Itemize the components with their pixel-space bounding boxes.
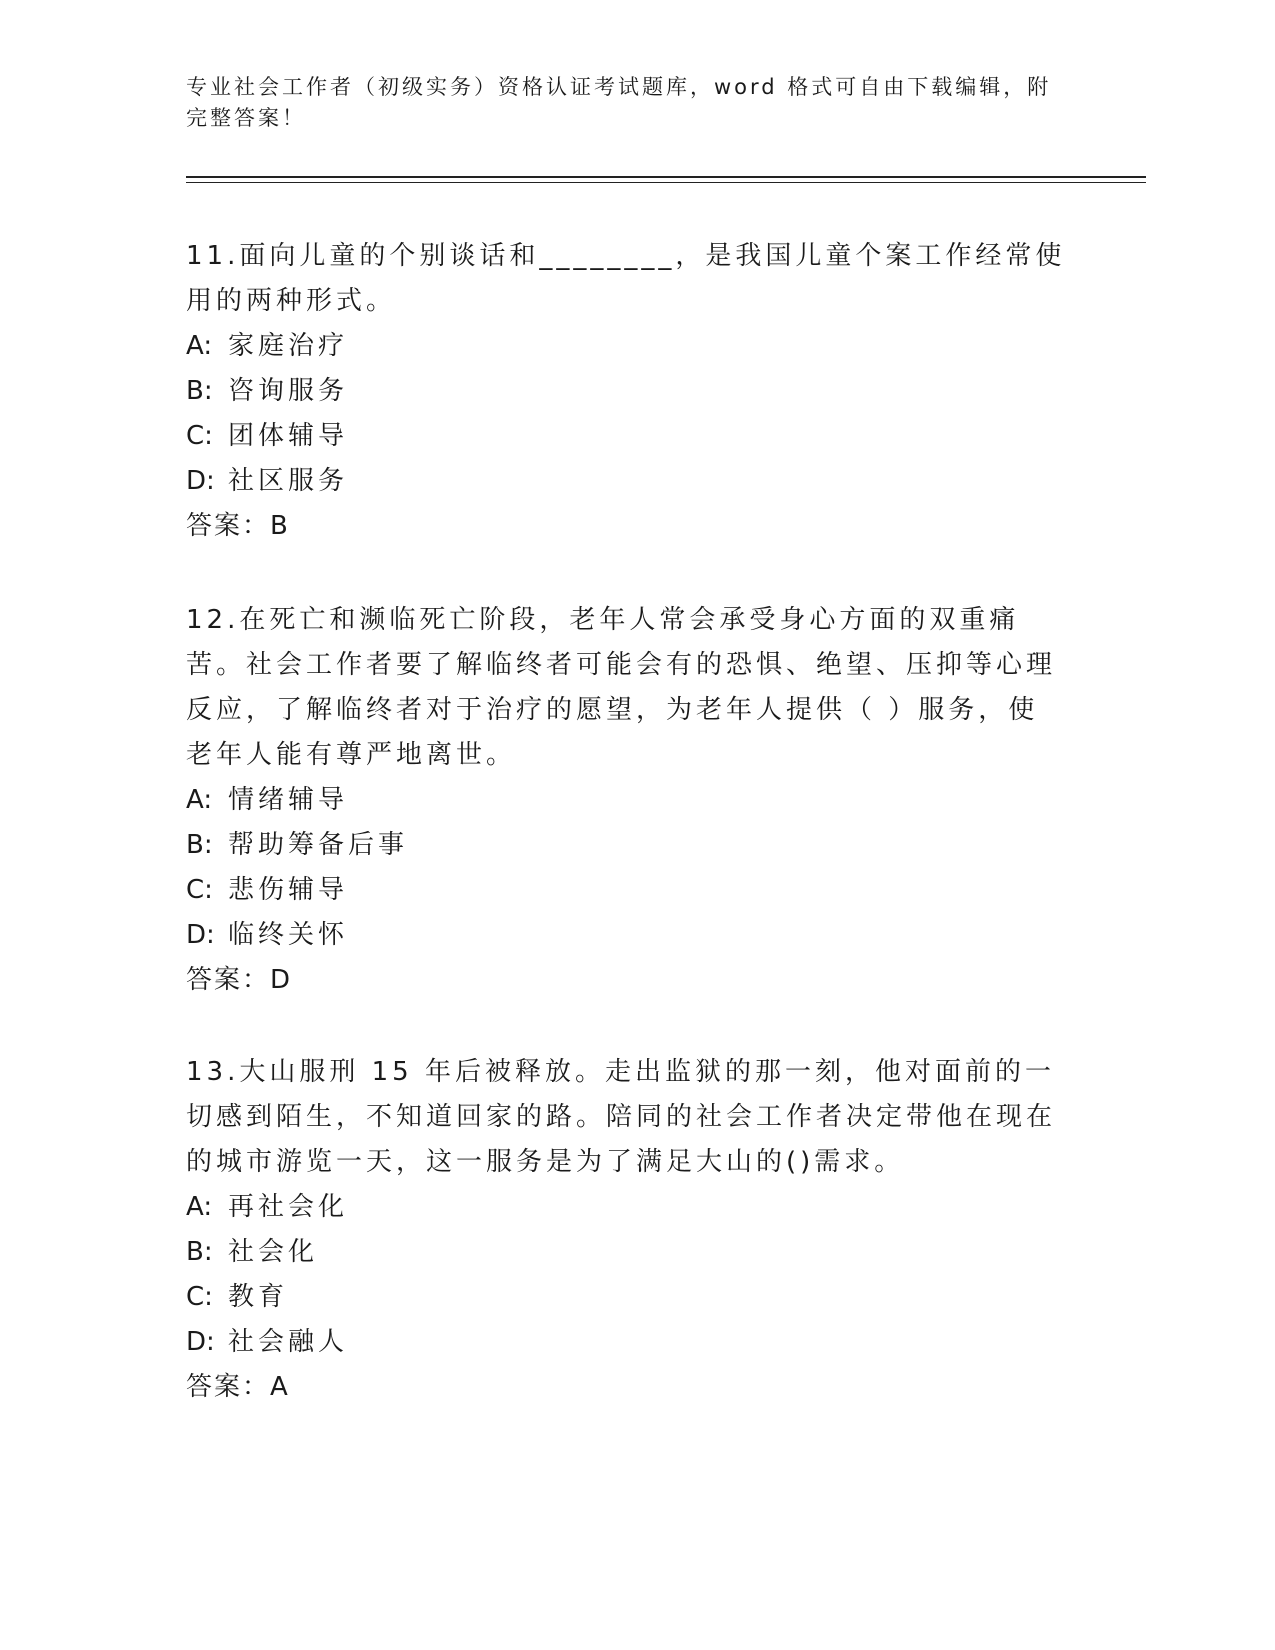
option-key: B:: [186, 376, 213, 406]
option-key: D:: [186, 920, 215, 950]
option-c: [186, 414, 1066, 459]
question-stem: 12.在死亡和濒临死亡阶段，老年人常会承受身心方面的双重痛苦。社会工作者要了解临终者可能会有的恐惧、绝望、压抑等心理反应，了解临终者对于治疗的愿望，为老年人提供（ ）服务，使老年人能有尊严地离世。: [186, 605, 1057, 770]
option-text: 帮助筹备后事: [228, 830, 409, 860]
option-a: [186, 778, 1066, 823]
option-a: [186, 1185, 1066, 1230]
option-text: 社区服务: [228, 466, 349, 496]
option-text: 社会化: [228, 1237, 319, 1267]
option-text: 咨询服务: [228, 376, 349, 406]
document-header: [186, 72, 1066, 134]
question-11: [186, 234, 1066, 549]
option-text: 再社会化: [228, 1192, 349, 1222]
option-b: [186, 823, 1066, 868]
header-line-2: 完整答案！: [186, 106, 306, 130]
question-13: [186, 1050, 1066, 1410]
option-key: C:: [186, 875, 213, 905]
option-a: [186, 324, 1066, 369]
option-c: [186, 868, 1066, 913]
option-text: 情绪辅导: [228, 785, 349, 815]
option-key: B:: [186, 830, 213, 860]
option-key: B:: [186, 1237, 213, 1267]
question-stem: 11.面向儿童的个别谈话和________，是我国儿童个案工作经常使用的两种形式。: [186, 241, 1066, 316]
option-d: [186, 1320, 1066, 1365]
question-stem: 13.大山服刑 15 年后被释放。走出监狱的那一刻，他对面前的一切感到陌生，不知道回家的路。陪同的社会工作者决定带他在现在的城市游览一天，这一服务是为了满足大山的()需求。: [186, 1057, 1057, 1177]
option-key: D:: [186, 466, 215, 496]
option-text: 社会融人: [228, 1327, 349, 1357]
option-key: D:: [186, 1327, 215, 1357]
option-b: [186, 369, 1066, 414]
option-c: [186, 1275, 1066, 1320]
header-divider-thick: [186, 176, 1146, 178]
option-b: [186, 1230, 1066, 1275]
option-key: A:: [186, 1192, 213, 1222]
option-d: [186, 913, 1066, 958]
answer-line: 答案：D: [186, 965, 293, 995]
option-key: C:: [186, 1282, 213, 1312]
option-text: 家庭治疗: [228, 331, 349, 361]
option-d: [186, 459, 1066, 504]
option-text: 临终关怀: [228, 920, 349, 950]
option-key: A:: [186, 785, 213, 815]
answer-line: 答案：B: [186, 511, 290, 541]
header-divider-thin: [186, 182, 1146, 183]
option-key: C:: [186, 421, 213, 451]
question-12: [186, 598, 1066, 1003]
answer-line: 答案：A: [186, 1372, 290, 1402]
option-text: 悲伤辅导: [228, 875, 349, 905]
header-line-1: 专业社会工作者（初级实务）资格认证考试题库，word 格式可自由下载编辑，附: [186, 75, 1052, 99]
option-text: 团体辅导: [228, 421, 349, 451]
option-text: 教育: [228, 1282, 289, 1312]
option-key: A:: [186, 331, 213, 361]
